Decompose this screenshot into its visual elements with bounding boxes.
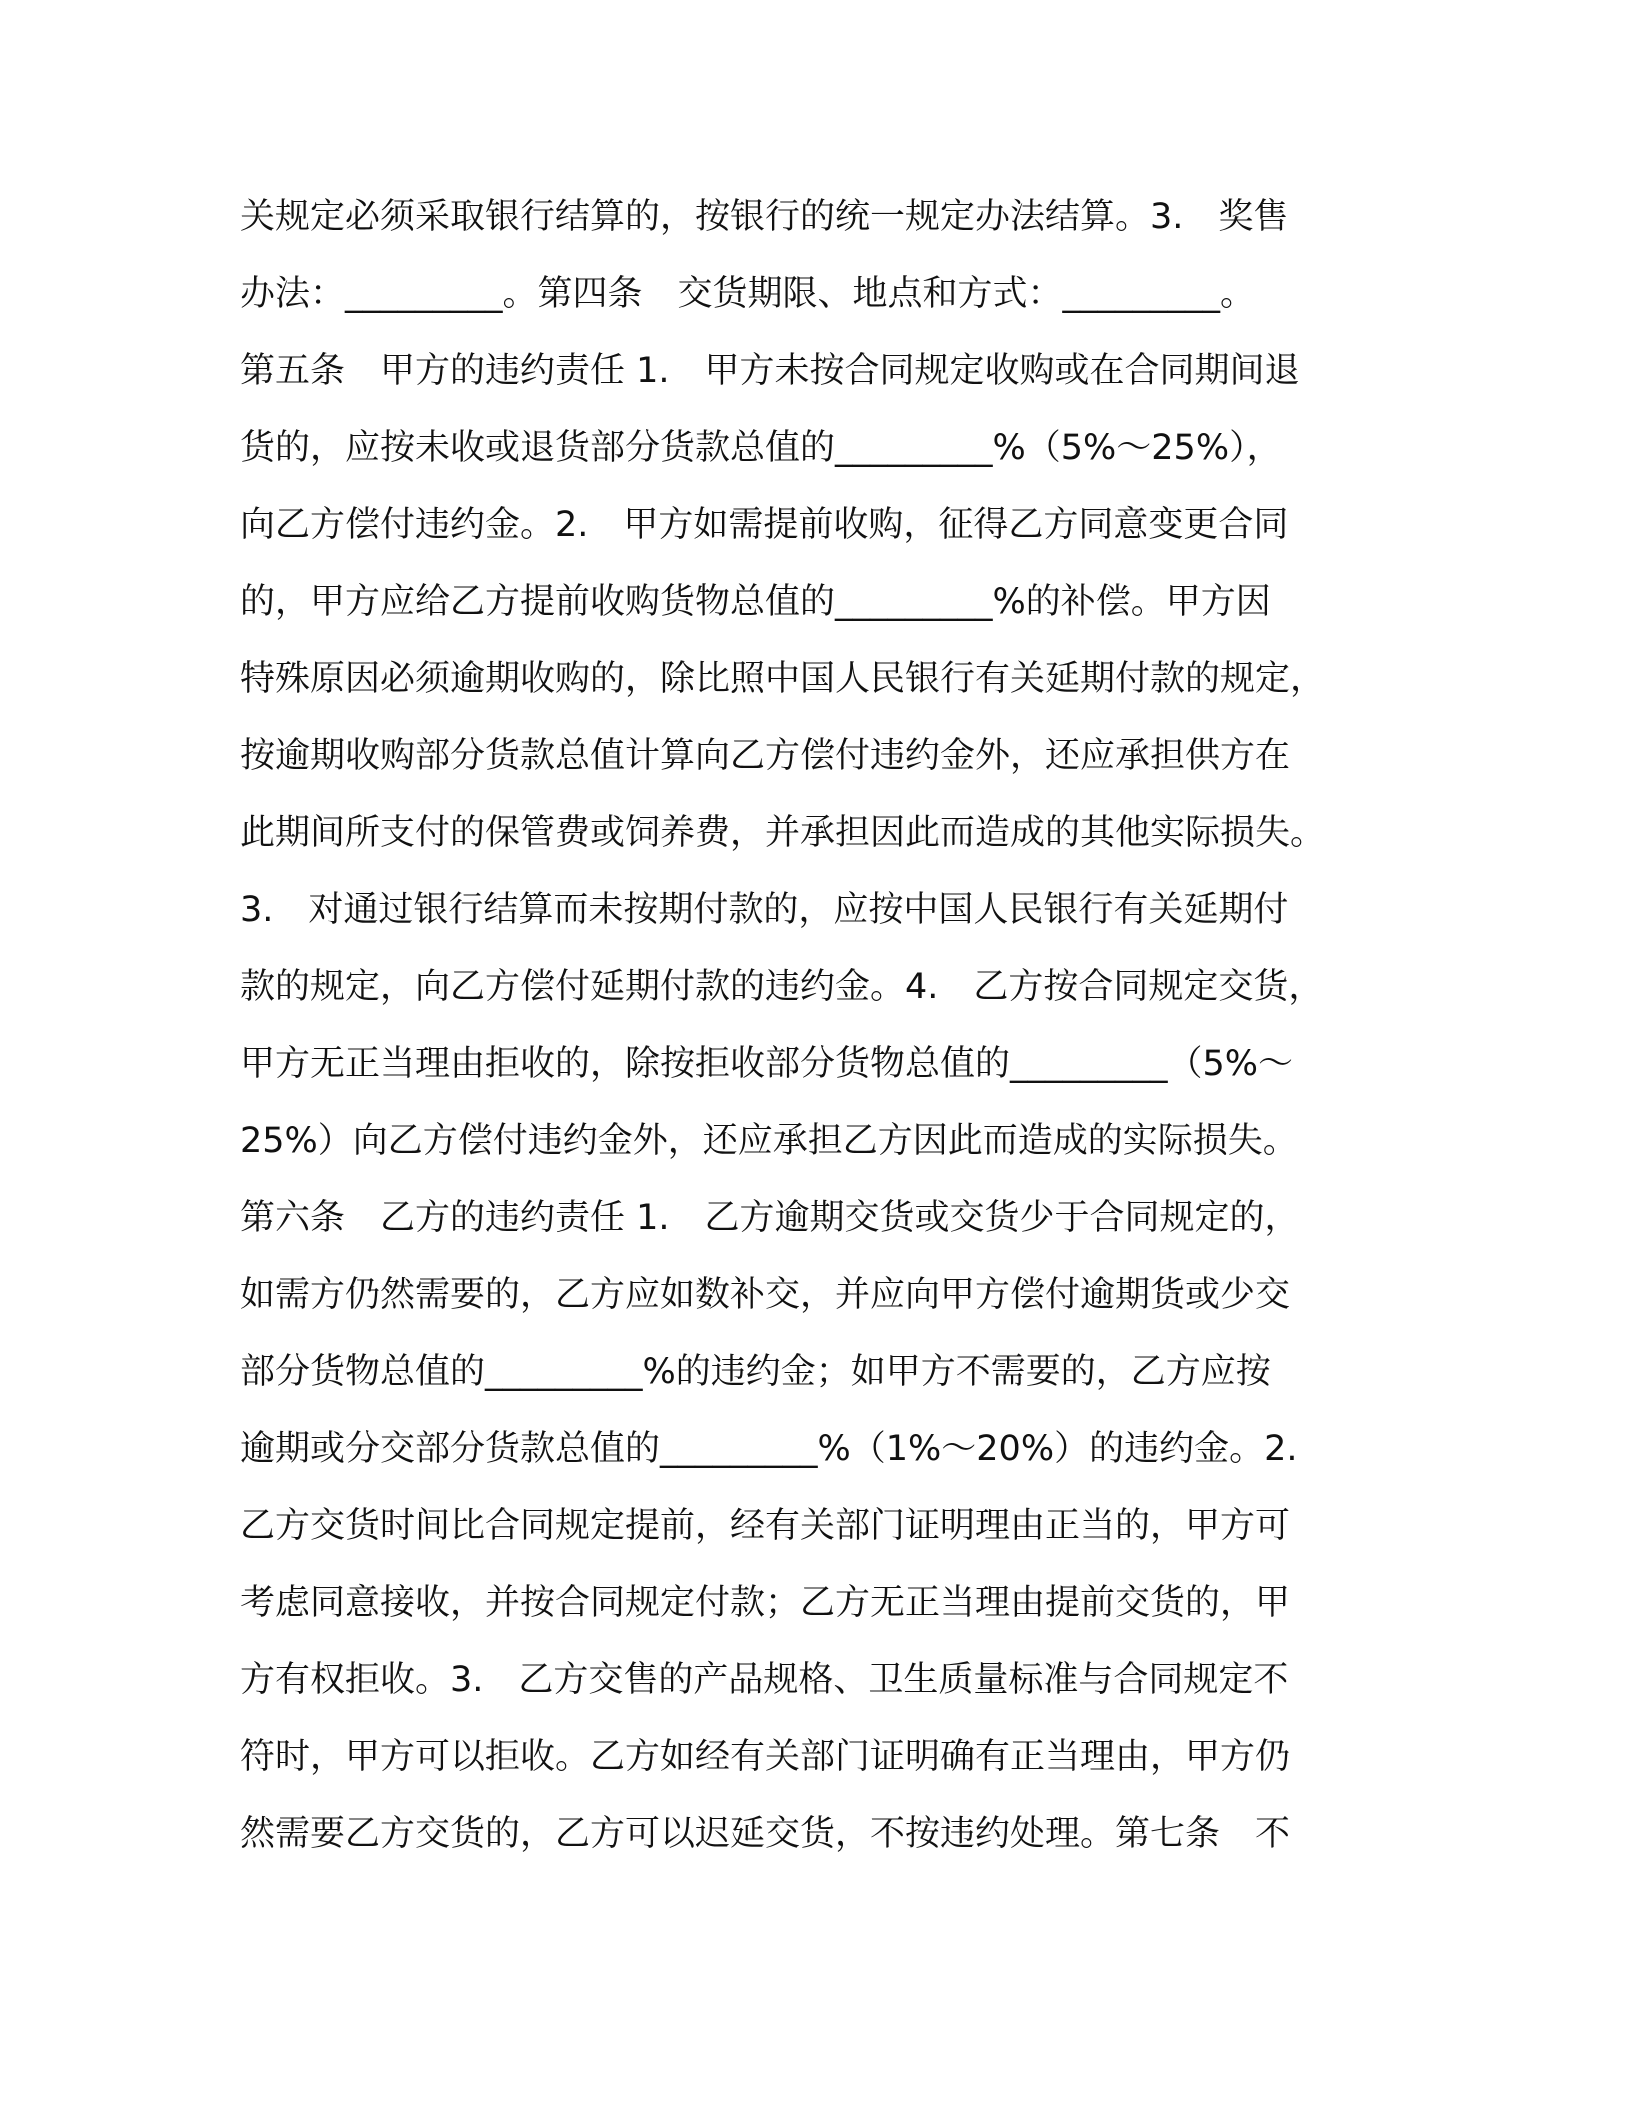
text-line: 此期间所支付的保管费或饲养费，并承担因此而造成的其他实际损失。: [240, 813, 1326, 853]
text-line: 逾期或分交部分货款总值的_________%（1%～20%）的违约金。2.: [240, 1429, 1298, 1469]
text-line: 方有权拒收。3. 乙方交售的产品规格、卫生质量标准与合同规定不: [240, 1660, 1289, 1700]
contract-body-text: [240, 188, 1400, 1882]
text-line: 特殊原因必须逾期收购的，除比照中国人民银行有关延期付款的规定，: [240, 659, 1326, 699]
text-line: 部分货物总值的_________%的违约金；如甲方不需要的，乙方应按: [240, 1352, 1271, 1392]
text-line: 办法：_________。第四条 交货期限、地点和方式：_________。: [240, 274, 1256, 314]
text-line: 款的规定，向乙方偿付延期付款的违约金。4. 乙方按合同规定交货，: [240, 967, 1324, 1007]
text-line: 考虑同意接收，并按合同规定付款；乙方无正当理由提前交货的，甲: [240, 1583, 1291, 1623]
text-line: 货的，应按未收或退货部分货款总值的_________%（5%～25%），: [240, 428, 1282, 468]
text-line: 25%）向乙方偿付违约金外，还应承担乙方因此而造成的实际损失。: [240, 1121, 1298, 1161]
text-line: 乙方交货时间比合同规定提前，经有关部门证明理由正当的，甲方可: [240, 1506, 1291, 1546]
text-line: 3. 对通过银行结算而未按期付款的，应按中国人民银行有关延期付: [240, 890, 1289, 930]
text-line: 关规定必须采取银行结算的，按银行的统一规定办法结算。3. 奖售: [240, 197, 1289, 237]
text-line: 按逾期收购部分货款总值计算向乙方偿付违约金外，还应承担供方在: [240, 736, 1291, 776]
text-line: 第五条 甲方的违约责任 1. 甲方未按合同规定收购或在合同期间退: [240, 351, 1300, 391]
text-line: 的，甲方应给乙方提前收购货物总值的_________%的补偿。甲方因: [240, 582, 1271, 622]
text-line: 甲方无正当理由拒收的，除按拒收部分货物总值的_________（5%～: [240, 1044, 1294, 1084]
text-line: 符时，甲方可以拒收。乙方如经有关部门证明确有正当理由，甲方仍: [240, 1737, 1291, 1777]
text-line: 然需要乙方交货的，乙方可以迟延交货，不按违约处理。第七条 不: [240, 1814, 1291, 1854]
text-line: 如需方仍然需要的，乙方应如数补交，并应向甲方偿付逾期货或少交: [240, 1275, 1291, 1315]
text-line: 第六条 乙方的违约责任 1. 乙方逾期交货或交货少于合同规定的，: [240, 1198, 1300, 1238]
text-line: 向乙方偿付违约金。2. 甲方如需提前收购，征得乙方同意变更合同: [240, 505, 1289, 545]
